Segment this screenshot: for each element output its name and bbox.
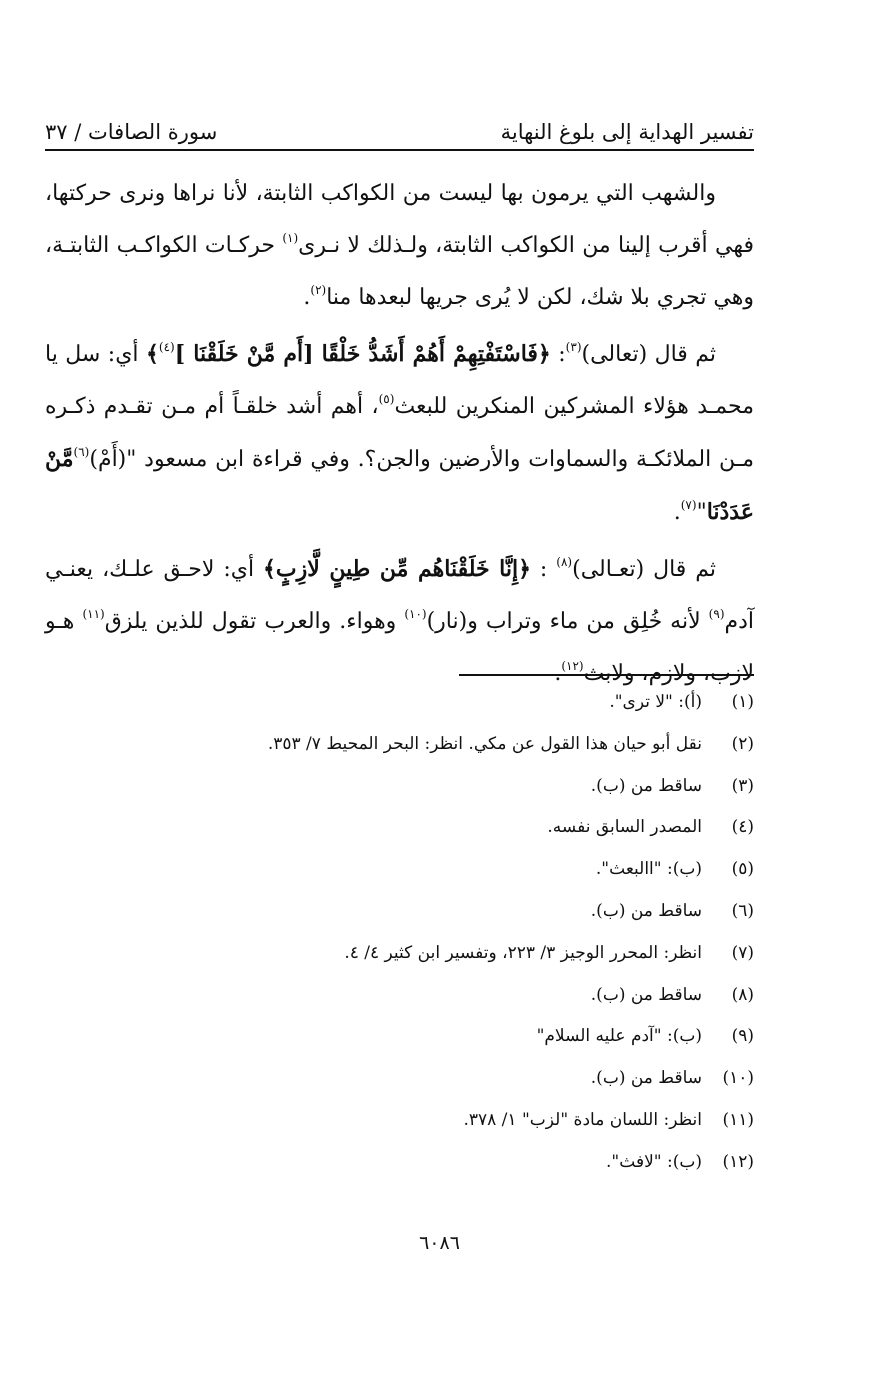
- footnote-text: (ب): "لافث".: [606, 1151, 702, 1172]
- footnote-text: المصدر السابق نفسه.: [547, 817, 702, 838]
- text-run: .: [673, 500, 681, 525]
- footnote-item: [114, 943, 754, 985]
- text-run: هـو لازب، ولازم، ولابث: [45, 609, 754, 686]
- footnote-number: (١٠): [722, 1068, 754, 1089]
- footnote-ref: (٤): [158, 340, 175, 354]
- footnote-text: (ب): "االبعث".: [595, 859, 702, 880]
- footnote-item: [114, 1110, 754, 1152]
- quran-verse: ﴿إِنَّا خَلَقْنَاهُم مِّن طِينٍ لَّازِبٍ﴾: [263, 556, 532, 582]
- running-header: [45, 108, 754, 144]
- paragraph-3: [45, 543, 754, 700]
- text-run: والشهب التي يرمون بها ليست من الكواكب الثابتة، لأنا نراها ونرى حركتها، فهي أقرب إلينا من الكواكب الثابتة، ولـذلك لا نـرى: [45, 181, 754, 258]
- footnote-number: (٨): [731, 984, 754, 1005]
- text-run: :: [531, 557, 557, 582]
- footnote-item: [114, 734, 754, 776]
- footnote-item: [114, 901, 754, 943]
- footnote-number: (٢): [731, 733, 754, 754]
- footnote-separator: [459, 674, 754, 676]
- footnote-item: [114, 817, 754, 859]
- footnote-text: ساقط من (ب).: [590, 900, 702, 921]
- footnote-ref: (٨): [556, 555, 573, 569]
- text-run: :: [550, 342, 566, 367]
- footnote-text: نقل أبو حيان هذا القول عن مكي. انظر: البحر المحيط ٧/ ٣٥٣.: [267, 733, 702, 754]
- footnote-text: ساقط من (ب).: [590, 984, 702, 1005]
- footnote-ref: (١٢): [561, 659, 584, 673]
- footnote-item: [114, 692, 754, 734]
- footnote-ref: (٥): [378, 392, 395, 406]
- footnote-text: ساقط من (ب).: [590, 775, 702, 796]
- paragraph-2: [45, 328, 754, 539]
- book-title: تفسير الهداية إلى بلوغ النهاية: [500, 120, 754, 144]
- footnote-item: [114, 776, 754, 818]
- footnotes: [114, 692, 754, 1194]
- footnote-ref: (٣): [565, 340, 582, 354]
- header-rule: [45, 149, 754, 151]
- text-run: حركـات الكواكـب الثابتـة، وهي تجري بلا شك، لكن لا يُرى جريها لبعدها منا: [45, 233, 754, 310]
- quran-verse: ﴿فَاسْتَفْتِهِمْ أَهُمْ أَشَدُّ خَلْقًا [أَم مَّنْ خَلَقْنَا ]: [174, 341, 551, 367]
- footnote-number: (٤): [731, 817, 754, 838]
- quran-reading: مَّنْ عَدَدْنَا: [45, 446, 754, 525]
- footnote-ref: (٩): [708, 607, 725, 621]
- paragraph-1: [45, 168, 754, 324]
- footnote-text: انظر: اللسان مادة "لزب" ١/ ٣٧٨.: [463, 1109, 702, 1130]
- footnote-ref: (١٠): [404, 607, 427, 621]
- surah-label: سورة الصافات / ٣٧: [45, 120, 218, 144]
- text-run: أي: لاحـق علـك، يعنـي آدم: [45, 557, 755, 634]
- footnote-ref: (٦): [73, 445, 90, 459]
- text-run: وهواء. والعرب تقول للذين يلزق: [104, 609, 405, 634]
- main-text: [45, 168, 754, 704]
- footnote-text: انظر: المحرر الوجيز ٣/ ٢٢٣، وتفسير ابن كثير ٤/ ٤.: [344, 942, 702, 963]
- footnote-number: (٣): [731, 775, 754, 796]
- footnote-text: (أ): "لا ترى".: [609, 692, 702, 712]
- footnote-number: (١٢): [722, 1151, 754, 1172]
- footnote-item: [114, 985, 754, 1027]
- text-run: ": [696, 500, 707, 525]
- text-run: ثم قال (تعـالى): [572, 557, 717, 582]
- footnote-number: (٦): [731, 900, 754, 921]
- footnote-number: (٧): [731, 942, 754, 963]
- text-run: ، أهم أشد خلقـاً أم مـن تقـدم ذكـره مـن الملائكـة والسماوات والأرضين والجن؟. وفي قراءة ابن مسعود "(أَمْ): [45, 394, 754, 472]
- footnote-text: ساقط من (ب).: [590, 1068, 702, 1089]
- footnote-number: (٩): [731, 1026, 754, 1047]
- footnote-number: (١): [731, 692, 754, 712]
- text-run: أي: سل يا محمـد هؤلاء المشركين المنكرين للبعث: [45, 342, 755, 419]
- text-run: .: [554, 661, 562, 686]
- footnote-item: [114, 859, 754, 901]
- quran-bracket: ﴾: [146, 341, 159, 367]
- footnote-text: (ب): "آدم عليه السلام": [536, 1026, 702, 1047]
- page-number: ٦٠٨٦: [419, 1232, 460, 1254]
- footnote-item: [114, 1152, 754, 1194]
- text-run: لأنه خُلِق من ماء وتراب و(نار): [426, 609, 709, 634]
- footnote-number: (٥): [731, 859, 754, 880]
- footnote-item: [114, 1026, 754, 1068]
- text-run: .: [303, 285, 311, 310]
- text-run: ثم قال (تعالى): [581, 342, 716, 367]
- footnote-item: [114, 1068, 754, 1110]
- footnote-ref: (٧): [680, 498, 697, 512]
- footnote-ref: (١): [282, 231, 299, 245]
- footnote-number: (١١): [722, 1109, 754, 1130]
- footnote-ref: (١١): [82, 607, 105, 621]
- footnote-ref: (٢): [310, 283, 327, 297]
